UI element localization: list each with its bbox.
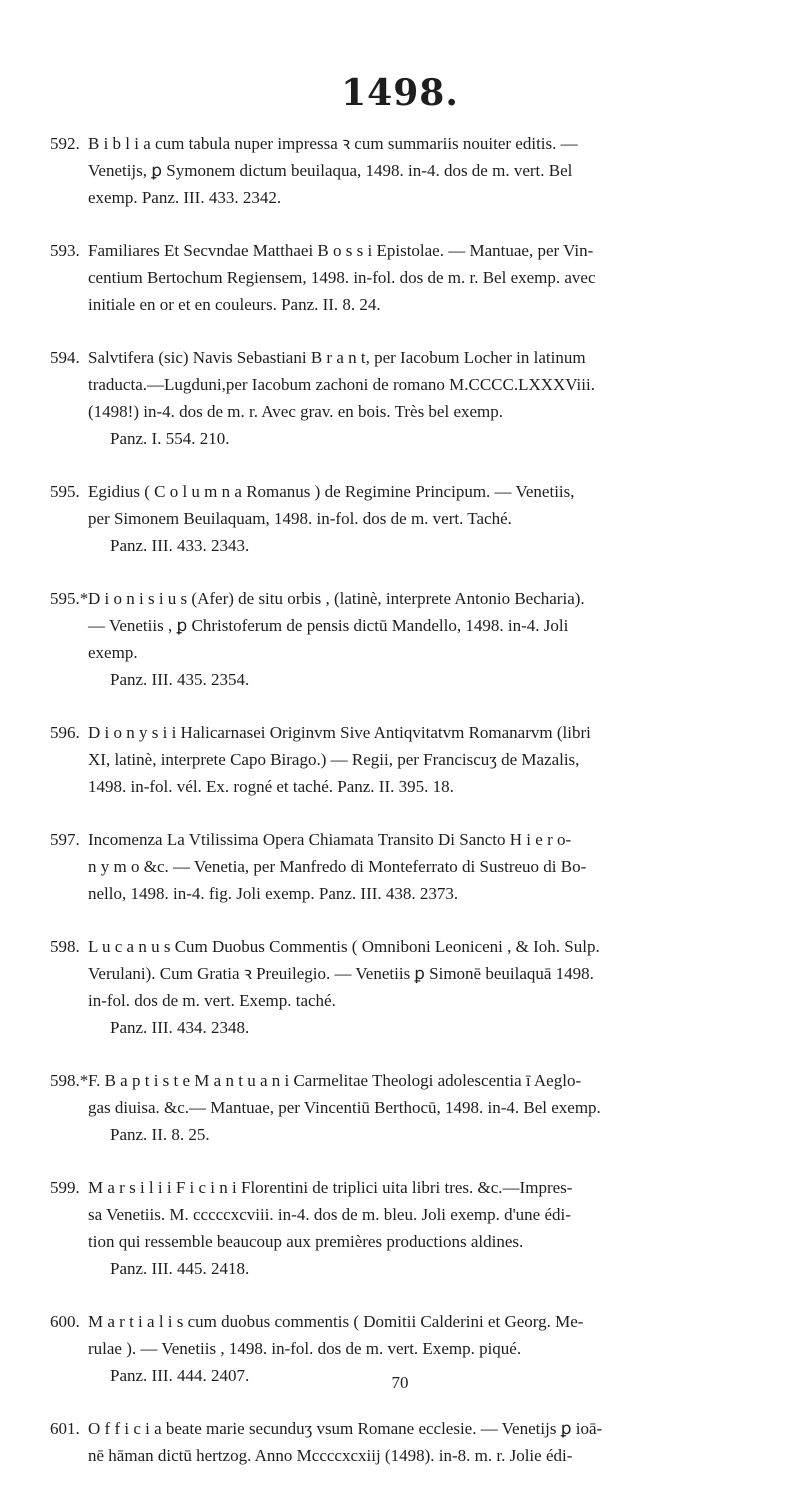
- entry-line: — Venetiis , ꝑ Christoferum de pensis dictū Mandello, 1498. in-4. Joli: [88, 616, 569, 635]
- entry-line: gas diuisa. &c.— Mantuae, per Vincentiū Berthocū, 1498. in-4. Bel exemp.: [88, 1098, 601, 1117]
- entry-line: sa Venetiis. M. cccccxcviii. in-4. dos de m. bleu. Joli exemp. d'une édi-: [88, 1205, 571, 1224]
- entry-line: Salvtifera (sic) Navis Sebastiani B r a n t, per Iacobum Locher in latinum: [88, 348, 586, 367]
- entry-line: Panz. I. 554. 210.: [110, 429, 230, 448]
- entry-line: O f f i c i a beate marie secunduʒ vsum Romane ecclesie. — Venetijs ꝑ ioā-: [88, 1419, 603, 1438]
- entry-line: exemp.: [88, 643, 138, 662]
- entry-line: Venetijs, ꝑ Symonem dictum beuilaqua, 1498. in-4. dos de m. vert. Bel: [88, 161, 573, 180]
- entry-line: Panz. III. 435. 2354.: [110, 670, 250, 689]
- entry-number: 600.: [50, 1312, 80, 1331]
- entry-line: Familiares Et Secvndae Matthaei B o s s i Epistolae. — Mantuae, per Vin-: [88, 241, 594, 260]
- entry-line: nello, 1498. in-4. fig. Joli exemp. Panz. III. 438. 2373.: [88, 884, 459, 903]
- catalog-entry: [50, 719, 765, 800]
- catalog-entry: [50, 1067, 765, 1148]
- entry-number: 594.: [50, 348, 80, 367]
- entry-line: M a r t i a l i s cum duobus commentis ( Domitii Calderini et Georg. Me-: [88, 1312, 584, 1331]
- catalog-entry: [50, 237, 765, 318]
- entry-number: 599.: [50, 1178, 80, 1197]
- catalog-entry: [50, 826, 765, 907]
- page-number: 70: [391, 1373, 409, 1392]
- entry-line: nē hāman dictū hertzog. Anno Mccccxcxiij (1498). in-8. m. r. Jolie édi-: [88, 1446, 573, 1465]
- catalog-entries: [50, 130, 765, 1495]
- entry-line: centium Bertochum Regiensem, 1498. in-fol. dos de m. r. Bel exemp. avec: [88, 268, 596, 287]
- entry-line: Panz. II. 8. 25.: [110, 1125, 210, 1144]
- entry-line: tion qui ressemble beaucoup aux premières productions aldines.: [88, 1232, 524, 1251]
- entry-number: 595.*: [50, 589, 89, 608]
- catalog-entry: [50, 1174, 765, 1282]
- entry-line: XI, latinè, interprete Capo Birago.) — Regii, per Franciscuʒ de Mazalis,: [88, 750, 580, 769]
- entry-line: in-fol. dos de m. vert. Exemp. taché.: [88, 991, 336, 1010]
- entry-line: 1498. in-fol. vél. Ex. rogné et taché. Panz. II. 395. 18.: [88, 777, 454, 796]
- entry-line: traducta.—Lugduni,per Iacobum zachoni de romano M.CCCC.LXXXViii.: [88, 375, 595, 394]
- entry-line: B i b l i a cum tabula nuper impressa ꝛ cum summariis nouiter editis. —: [88, 134, 578, 153]
- entry-line: Incomenza La Vtilissima Opera Chiamata Transito Di Sancto H i e r o-: [88, 830, 572, 849]
- entry-line: (1498!) in-4. dos de m. r. Avec grav. en bois. Très bel exemp.: [88, 402, 504, 421]
- entry-number: 596.: [50, 723, 80, 742]
- entry-line: n y m o &c. — Venetia, per Manfredo di Monteferrato di Sustreuo di Bo-: [88, 857, 587, 876]
- catalog-entry: [50, 478, 765, 559]
- entry-number: 592.: [50, 134, 80, 153]
- entry-line: Verulani). Cum Gratia ꝛ Preuilegio. — Venetiis ꝑ Simonē beuilaquā 1498.: [88, 964, 594, 983]
- entry-line: D i o n i s i u s (Afer) de situ orbis , (latinè, interprete Antonio Becharia).: [88, 589, 585, 608]
- catalog-entry: [50, 1415, 765, 1469]
- entry-line: Panz. III. 444. 2407.: [110, 1366, 250, 1385]
- entry-line: Panz. III. 445. 2418.: [110, 1259, 250, 1278]
- entry-line: F. B a p t i s t e M a n t u a n i Carmelitae Theologi adolescentia ī Aeglo-: [88, 1071, 582, 1090]
- entry-line: Egidius ( C o l u m n a Romanus ) de Regimine Principum. — Venetiis,: [88, 482, 575, 501]
- entry-line: per Simonem Beuilaquam, 1498. in-fol. dos de m. vert. Taché.: [88, 509, 512, 528]
- entry-number: 601.: [50, 1419, 80, 1438]
- entry-line: L u c a n u s Cum Duobus Commentis ( Omniboni Leoniceni , & Ioh. Sulp.: [88, 937, 600, 956]
- entry-line: Panz. III. 434. 2348.: [110, 1018, 250, 1037]
- entry-number: 593.: [50, 241, 80, 260]
- entry-line: M a r s i l i i F i c i n i Florentini de triplici uita libri tres. &c.—Impres-: [88, 1178, 573, 1197]
- entry-line: exemp. Panz. III. 433. 2342.: [88, 188, 282, 207]
- page-header-year: 1498.: [341, 72, 459, 114]
- catalog-entry: [50, 130, 765, 211]
- entry-number: 595.: [50, 482, 80, 501]
- entry-line: Panz. III. 433. 2343.: [110, 536, 250, 555]
- catalog-entry: [50, 344, 765, 452]
- entry-line: initiale en or et en couleurs. Panz. II. 8. 24.: [88, 295, 381, 314]
- entry-number: 598.: [50, 937, 80, 956]
- entry-number: 597.: [50, 830, 80, 849]
- catalog-entry: [50, 585, 765, 693]
- catalog-entry: [50, 933, 765, 1041]
- entry-line: rulae ). — Venetiis , 1498. in-fol. dos de m. vert. Exemp. piqué.: [88, 1339, 522, 1358]
- entry-line: D i o n y s i i Halicarnasei Originvm Sive Antiqvitatvm Romanarvm (libri: [88, 723, 591, 742]
- entry-number: 598.*: [50, 1071, 89, 1090]
